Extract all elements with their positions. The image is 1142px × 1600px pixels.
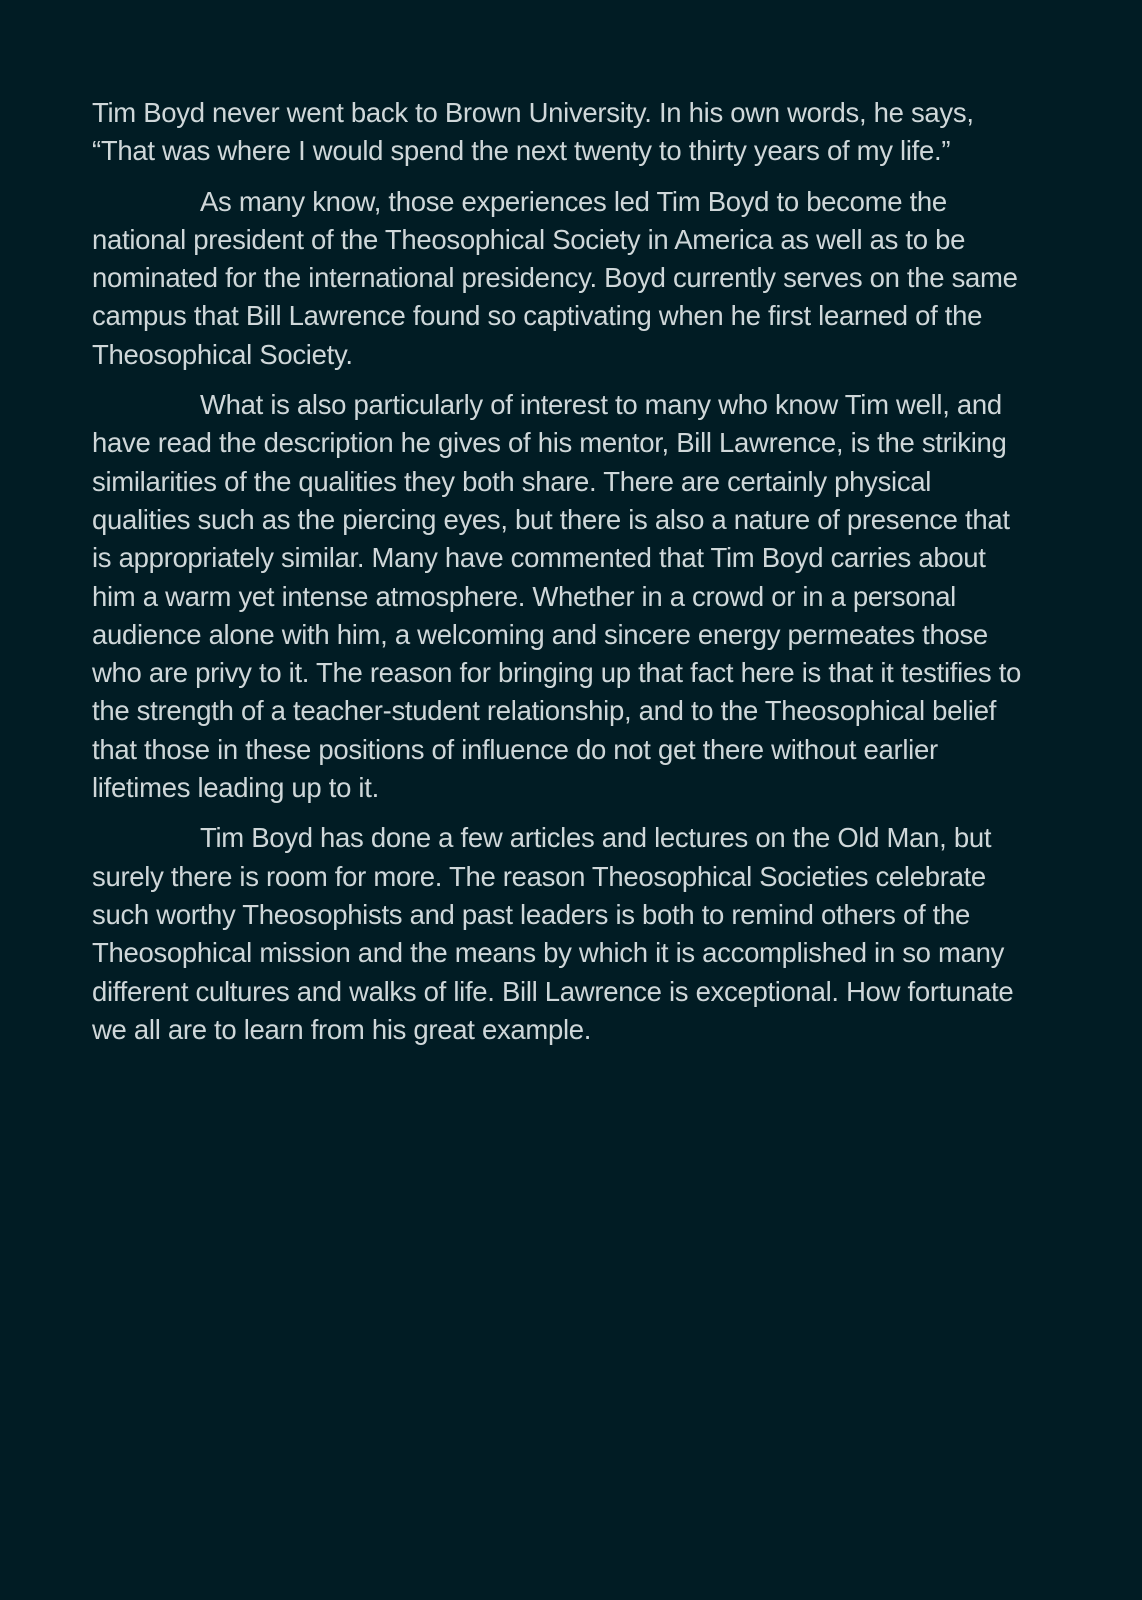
paragraph-1: Tim Boyd never went back to Brown University. In his own words, he says, “That was where I would spend the next twenty to thirty years of my life.” (92, 97, 974, 167)
paragraph-4: Tim Boyd has done a few articles and lectures on the Old Man, but surely there is room for more. The reason Theosophical Societies celebrate such worthy Theosophists and past leaders is both to remind others of the Theosophical mission and the means by which it is accomplished in so many different cultures and walks of life. Bill Lawrence is exceptional. How fortunate we all are to learn from his great example. (92, 822, 1014, 1045)
body-text (92, 94, 1067, 1061)
paragraph-2: As many know, those experiences led Tim Boyd to become the national president of the Theosophical Society in America as well as to be nominated for the international presidency. Boyd currently serves on the same campus that Bill Lawrence found so captivating when he first learned of the Theosophical Society. (92, 185, 1018, 370)
paragraph-3: What is also particularly of interest to many who know Tim well, and have read the description he gives of his mentor, Bill Lawrence, is the striking similarities of the qualities they both share. There are certainly physical qualities such as the piercing eyes, but there is also a nature of presence that is appropriately similar. Many have commented that Tim Boyd carries about him a warm yet intense atmosphere. Whether in a crowd or in a personal audience alone with him, a welcoming and sincere energy permeates those who are privy to it. The reason for bringing up that fact here is that it testifies to the strength of a teacher-student relationship, and to the Theosophical belief that those in these positions of influence do not get there without earlier lifetimes leading up to it. (92, 389, 1022, 804)
